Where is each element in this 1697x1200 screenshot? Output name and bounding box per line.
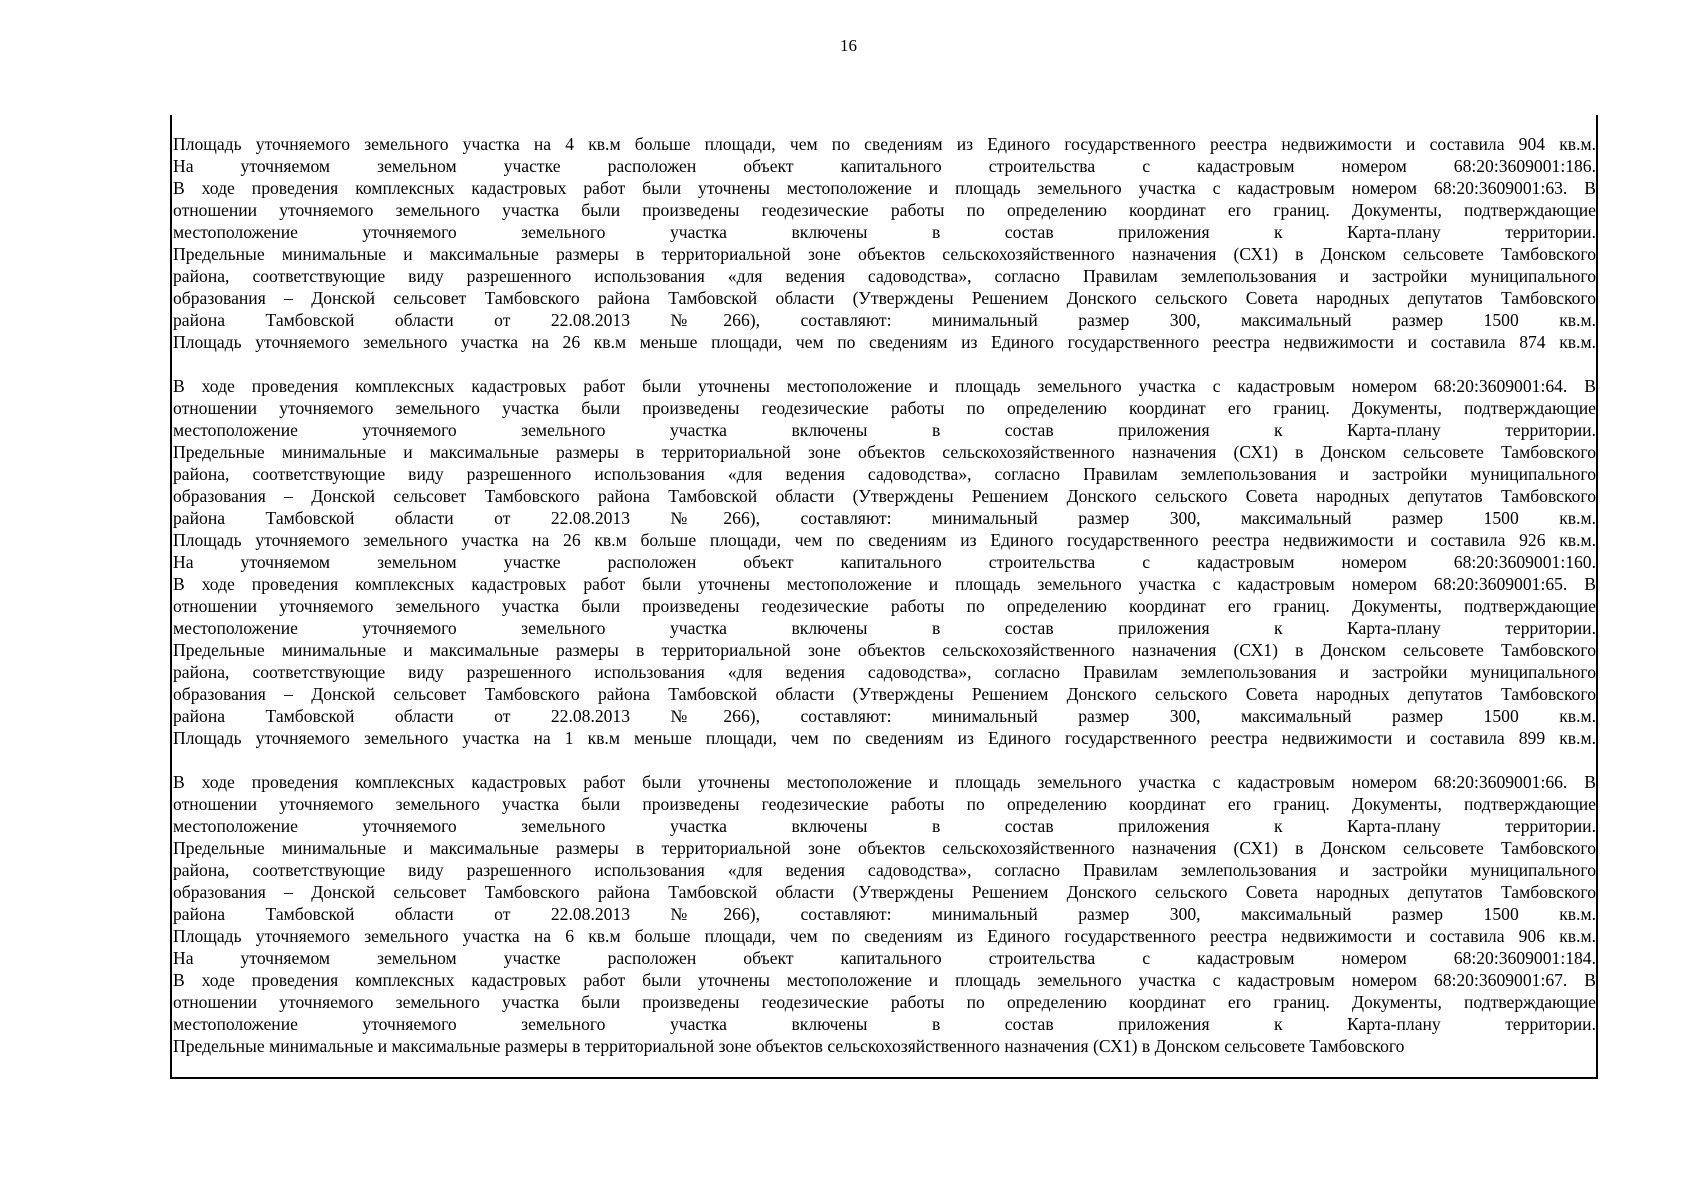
text-line: района, соответствующие виду разрешенного использования «для ведения садоводства», согласно Правилам землепользования и застройки муниципального	[173, 860, 1596, 880]
text-line: Площадь уточняемого земельного участка на 1 кв.м меньше площади, чем по сведениям из Единого государственного реестра недвижимости и составила 899 кв.м.	[173, 728, 1596, 748]
text-line: отношении уточняемого земельного участка были произведены геодезические работы по определению координат его границ. Документы, подтверждающие	[173, 200, 1596, 220]
text-line: района, соответствующие виду разрешенного использования «для ведения садоводства», согласно Правилам землепользования и застройки муниципального	[173, 266, 1596, 286]
text-line: района Тамбовской области от 22.08.2013 №266), составляют: минимальный размер 300, максимальный размер 1500 кв.м.	[173, 904, 1596, 924]
text-line: Предельные минимальные и максимальные размеры в территориальной зоне объектов сельскохозяйственного назначения (СХ1) в Донском сельсовете Тамбовского	[173, 244, 1596, 264]
text-line: образования – Донской сельсовет Тамбовского района Тамбовской области (Утверждены Решением Донского сельского Совета народных депутатов Тамбовского	[173, 288, 1596, 308]
text-line: В ходе проведения комплексных кадастровых работ были уточнены местоположение и площадь земельного участка с кадастровым номером 68:20:3609001:67. В	[173, 970, 1596, 990]
document-body	[173, 133, 1596, 1057]
text-line: образования – Донской сельсовет Тамбовского района Тамбовской области (Утверждены Решением Донского сельского Совета народных депутатов Тамбовского	[173, 486, 1596, 506]
text-line: образования – Донской сельсовет Тамбовского района Тамбовской области (Утверждены Решением Донского сельского Совета народных депутатов Тамбовского	[173, 684, 1596, 704]
text-line: местоположение уточняемого земельного участка включены в состав приложения к Карта-плану территории.	[173, 618, 1596, 638]
text-line: района, соответствующие виду разрешенного использования «для ведения садоводства», согласно Правилам землепользования и застройки муниципального	[173, 464, 1596, 484]
text-line: Предельные минимальные и максимальные размеры в территориальной зоне объектов сельскохозяйственного назначения (СХ1) в Донском сельсовете Тамбовского	[173, 838, 1596, 858]
text-line: отношении уточняемого земельного участка были произведены геодезические работы по определению координат его границ. Документы, подтверждающие	[173, 596, 1596, 616]
text-line: Предельные минимальные и максимальные размеры в территориальной зоне объектов сельскохозяйственного назначения (СХ1) в Донском сельсовете Тамбовского	[173, 1036, 1405, 1056]
text-line: В ходе проведения комплексных кадастровых работ были уточнены местоположение и площадь земельного участка с кадастровым номером 68:20:3609001:66. В	[173, 772, 1596, 792]
text-line: В ходе проведения комплексных кадастровых работ были уточнены местоположение и площадь земельного участка с кадастровым номером 68:20:3609001:64. В	[173, 376, 1596, 396]
text-line: В ходе проведения комплексных кадастровых работ были уточнены местоположение и площадь земельного участка с кадастровым номером 68:20:3609001:63. В	[173, 178, 1596, 198]
paragraph-gap	[173, 749, 1596, 771]
text-line: местоположение уточняемого земельного участка включены в состав приложения к Карта-плану территории.	[173, 222, 1596, 242]
text-line: Площадь уточняемого земельного участка на 6 кв.м больше площади, чем по сведениям из Единого государственного реестра недвижимости и составила 906 кв.м.	[173, 926, 1596, 946]
text-line: На уточняемом земельном участке расположен объект капитального строительства с кадастровым номером 68:20:3609001:186.	[173, 156, 1596, 176]
text-line: Площадь уточняемого земельного участка на 26 кв.м больше площади, чем по сведениям из Единого государственного реестра недвижимости и составила 926 кв.м.	[173, 530, 1596, 550]
paragraph-gap	[173, 353, 1596, 375]
text-line: Площадь уточняемого земельного участка на 26 кв.м меньше площади, чем по сведениям из Единого государственного реестра недвижимости и составила 874 кв.м.	[173, 332, 1596, 352]
text-line: отношении уточняемого земельного участка были произведены геодезические работы по определению координат его границ. Документы, подтверждающие	[173, 992, 1596, 1012]
page-number: 16	[840, 36, 857, 55]
text-line: местоположение уточняемого земельного участка включены в состав приложения к Карта-плану территории.	[173, 420, 1596, 440]
text-line: отношении уточняемого земельного участка были произведены геодезические работы по определению координат его границ. Документы, подтверждающие	[173, 794, 1596, 814]
text-line: В ходе проведения комплексных кадастровых работ были уточнены местоположение и площадь земельного участка с кадастровым номером 68:20:3609001:65. В	[173, 574, 1596, 594]
text-line: района Тамбовской области от 22.08.2013 №266), составляют: минимальный размер 300, максимальный размер 1500 кв.м.	[173, 310, 1596, 330]
text-line: На уточняемом земельном участке расположен объект капитального строительства с кадастровым номером 68:20:3609001:160.	[173, 552, 1596, 572]
text-line: местоположение уточняемого земельного участка включены в состав приложения к Карта-плану территории.	[173, 1014, 1596, 1034]
text-line: На уточняемом земельном участке расположен объект капитального строительства с кадастровым номером 68:20:3609001:184.	[173, 948, 1596, 968]
text-line: образования – Донской сельсовет Тамбовского района Тамбовской области (Утверждены Решением Донского сельского Совета народных депутатов Тамбовского	[173, 882, 1596, 902]
text-line: Площадь уточняемого земельного участка на 4 кв.м больше площади, чем по сведениям из Единого государственного реестра недвижимости и составила 904 кв.м.	[173, 134, 1596, 154]
text-line: местоположение уточняемого земельного участка включены в состав приложения к Карта-плану территории.	[173, 816, 1596, 836]
text-line: района, соответствующие виду разрешенного использования «для ведения садоводства», согласно Правилам землепользования и застройки муниципального	[173, 662, 1596, 682]
text-line: отношении уточняемого земельного участка были произведены геодезические работы по определению координат его границ. Документы, подтверждающие	[173, 398, 1596, 418]
text-line: Предельные минимальные и максимальные размеры в территориальной зоне объектов сельскохозяйственного назначения (СХ1) в Донском сельсовете Тамбовского	[173, 640, 1596, 660]
text-line: района Тамбовской области от 22.08.2013 №266), составляют: минимальный размер 300, максимальный размер 1500 кв.м.	[173, 706, 1596, 726]
text-line: Предельные минимальные и максимальные размеры в территориальной зоне объектов сельскохозяйственного назначения (СХ1) в Донском сельсовете Тамбовского	[173, 442, 1596, 462]
text-line: района Тамбовской области от 22.08.2013 №266), составляют: минимальный размер 300, максимальный размер 1500 кв.м.	[173, 508, 1596, 528]
